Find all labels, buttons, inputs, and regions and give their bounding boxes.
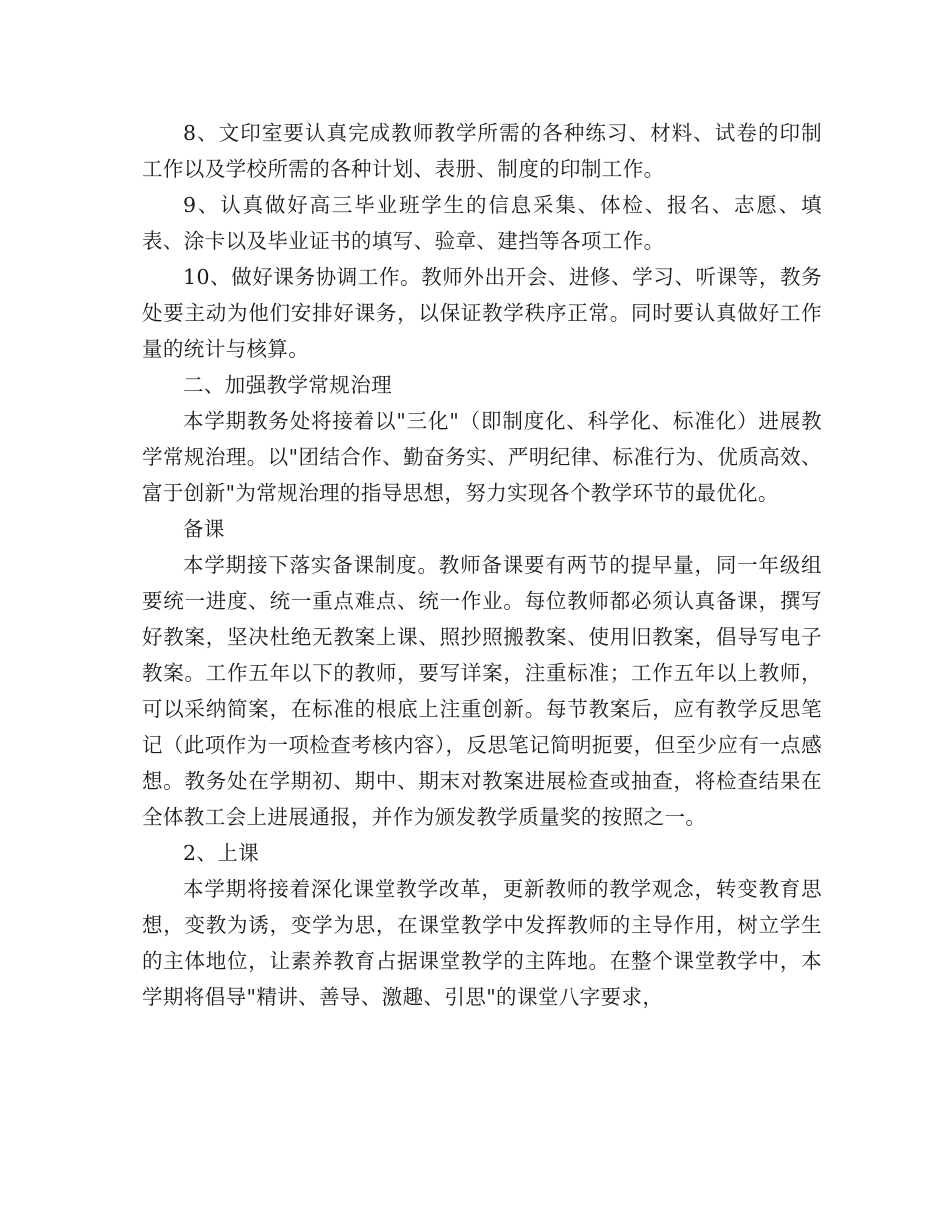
paragraph-item-10: 10、做好课务协调工作。教师外出开会、进修、学习、听课等，教务处要主动为他们安排好课务，以保证教学秩序正常。同时要认真做好工作量的统计与核算。: [142, 265, 822, 361]
paragraph-item-9: 9、认真做好高三毕业班学生的信息采集、体检、报名、志愿、填表、涂卡以及毕业证书的填写、验章、建挡等各项工作。: [142, 193, 822, 253]
subheading-lesson-preparation: 备课: [183, 517, 225, 541]
paragraph-lesson-preparation: 本学期接下落实备课制度。教师备课要有两节的提早量，同一年级组要统一进度、统一重点难点、统一作业。每位教师都必须认真备课，撰写好教案，坚决杜绝无教案上课、照抄照搬教案、使用旧教案，倡导写电子教案。工作五年以下的教师，要写详案，注重标准；工作五年以上教师，可以采纳简案，在标准的根底上注重创新。每节教案后，应有教学反思笔记（此项作为一项检查考核内容），反思笔记简明扼要，但至少应有一点感想。教务处在学期初、期中、期末对教案进展检查或抽查，将检查结果在全体教工会上进展通报，并作为颁发教学质量奖的按照之一。: [142, 553, 822, 829]
paragraph-class-teaching: 本学期将接着深化课堂教学改革，更新教师的教学观念，转变教育思想，变教为诱，变学为思，在课堂教学中发挥教师的主导作用，树立学生的主体地位，让素养教育占据课堂教学的主阵地。在整个课堂教学中，本学期将倡导"精讲、善导、激趣、引思"的课堂八字要求，: [142, 877, 822, 1009]
paragraph-item-8: 8、文印室要认真完成教师教学所需的各种练习、材料、试卷的印制工作以及学校所需的各种计划、表册、制度的印制工作。: [142, 121, 822, 181]
paragraph-three-principles: 本学期教务处将接着以"三化"（即制度化、科学化、标准化）进展教学常规治理。以"团结合作、勤奋务实、严明纪律、标准行为、优质高效、富于创新"为常规治理的指导思想，努力实现各个教学环节的最优化。: [142, 409, 822, 505]
document-body: [142, 115, 822, 1015]
section-heading-routine-management: 二、加强教学常规治理: [183, 373, 392, 397]
subheading-class-teaching: 2、上课: [183, 841, 260, 865]
